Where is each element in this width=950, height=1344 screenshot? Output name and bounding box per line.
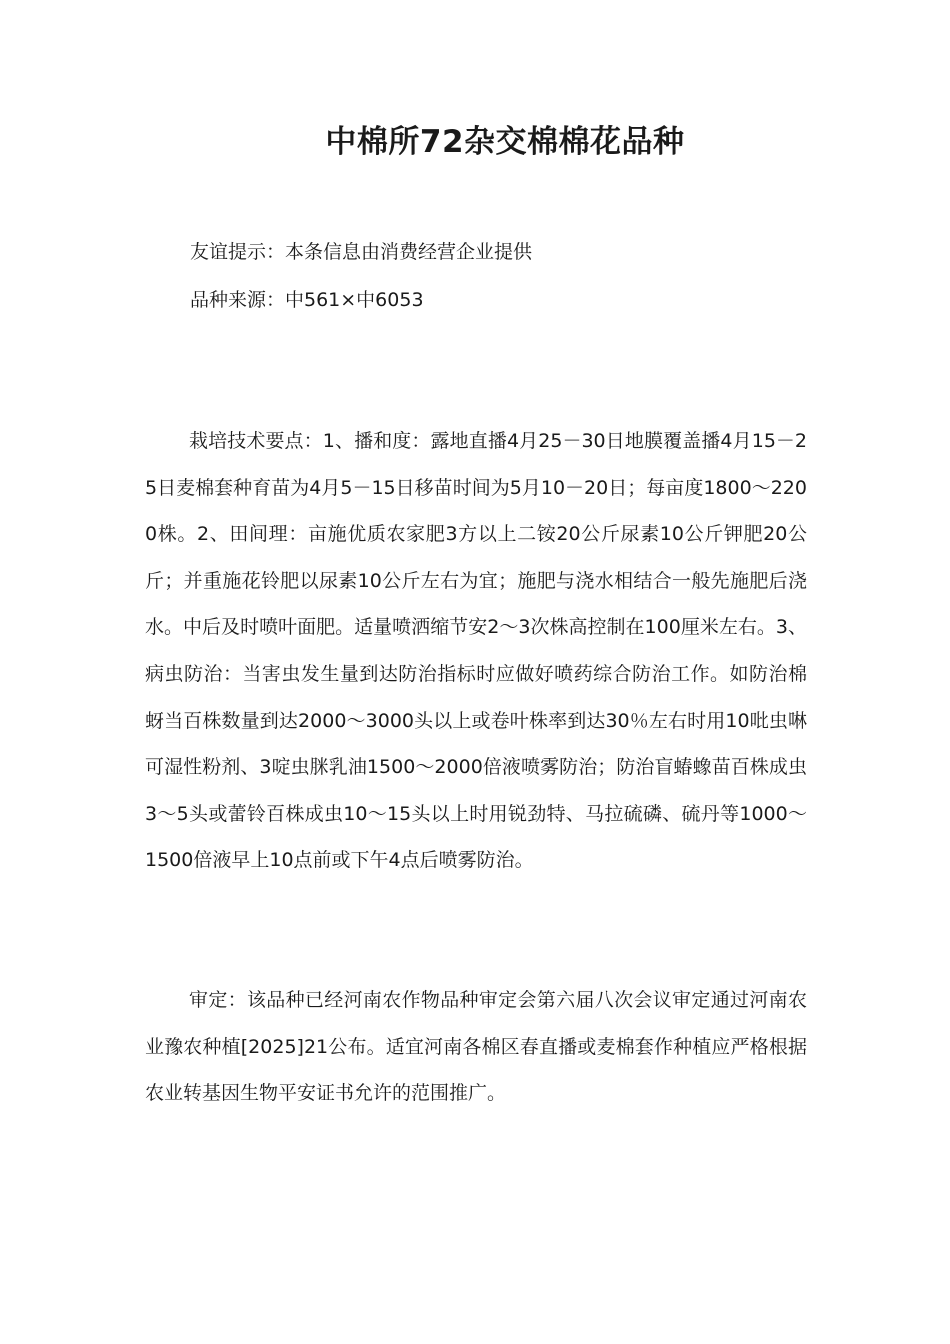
approval-paragraph: 审定：该品种已经河南农作物品种审定会第六届八次会议审定通过河南农业豫农种植[2025]21公布。适宜河南各棉区春直播或麦棉套作种植应严格根据农业转基因生物平安证书允许的范围推广。 xyxy=(145,989,807,1105)
document-title: 中棉所72杂交棉棉花品种 xyxy=(325,124,685,160)
cultivation-paragraph: 栽培技术要点：1、播和度：露地直播4月25－30日地膜覆盖播4月15－25日麦棉套种育苗为4月5－15日移苗时间为5月10－20日；每亩度1800～2200株。2、田间理：亩施优质农家肥3方以上二铵20公斤尿素10公斤钾肥20公斤；并重施花铃肥以尿素10公斤左右为宜；施肥与浇水相结合一般先施肥后浇水。中后及时喷叶面肥。适量喷洒缩节安2～3次株高控制在100厘米左右。3、病虫防治：当害虫发生量到达防治指标时应做好喷药综合防治工作。如防治棉蚜当百株数量到达2000～3000头以上或卷叶株率到达30％左右时用10吡虫啉可湿性粉剂、3啶虫脒乳油1500～2000倍液喷雾防治；防治盲蝽蟓苗百株成虫3～5头或蕾铃百株成虫10～15头以上时用锐劲特、马拉硫磷、硫丹等1000～1500倍液早上10点前或下午4点后喷雾防治。 xyxy=(145,430,807,872)
variety-source-line: 品种来源：中561×中6053 xyxy=(190,289,424,311)
notice-line: 友谊提示：本条信息由消费经营企业提供 xyxy=(190,241,533,263)
